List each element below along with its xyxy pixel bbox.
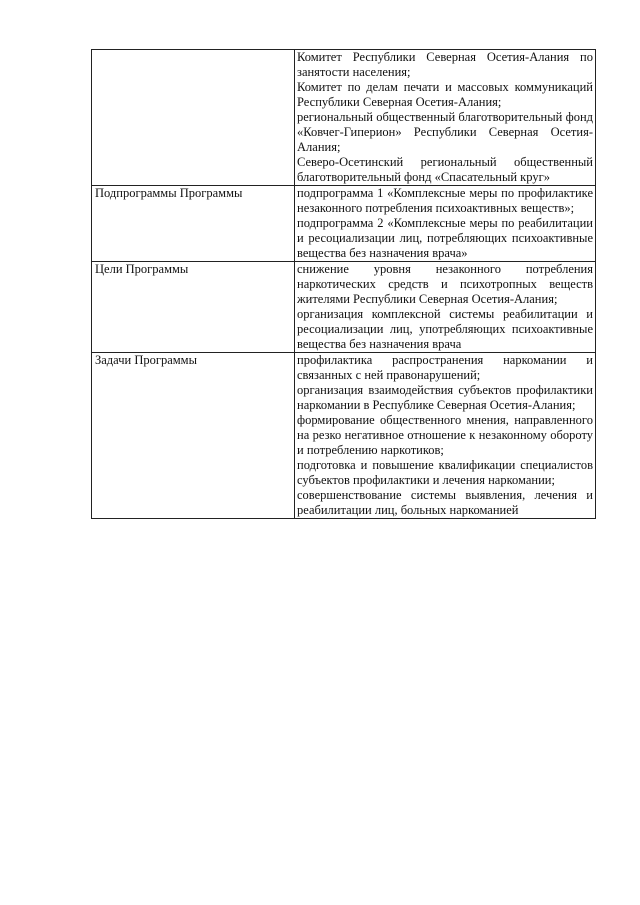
list-item: организация комплексной системы реабилитации и ресоциализации лиц, употребляющих психоактивные вещества без назначения врача	[297, 307, 593, 351]
list-item: организация взаимодействия субъектов профилактики наркомании в Республике Северная Осетия-Алания;	[297, 383, 593, 412]
row-label: Подпрограммы Программы	[95, 186, 243, 200]
list-item: Комитет Республики Северная Осетия-Алания по занятости населения;	[297, 50, 593, 79]
list-item: подготовка и повышение квалификации специалистов субъектов профилактики и лечения наркомании;	[297, 458, 593, 487]
list-item: формирование общественного мнения, направленного на резко негативное отношение к незаконному обороту и потреблению наркотиков;	[297, 413, 593, 457]
row-label-cell	[92, 353, 295, 519]
list-item: совершенствование системы выявления, лечения и реабилитации лиц, больных наркоманией	[297, 488, 593, 517]
table-row-goals	[92, 262, 596, 353]
row-label: Цели Программы	[95, 262, 189, 276]
table-row-participants	[92, 50, 596, 186]
row-label-cell	[92, 50, 295, 186]
row-content-cell	[295, 186, 596, 262]
list-item: Северо-Осетинский региональный общественный благотворительный фонд «Спасательный круг»	[297, 155, 593, 184]
row-content-cell	[295, 262, 596, 353]
list-item: региональный общественный благотворительный фонд «Ковчег-Гиперион» Республики Северная Осетия-Алания;	[297, 110, 593, 154]
list-item: подпрограмма 2 «Комплексные меры по реабилитации и ресоциализации лиц, потребляющих психоактивные вещества без назначения врача»	[297, 216, 593, 260]
row-label-cell	[92, 262, 295, 353]
table-row-tasks	[92, 353, 596, 519]
program-passport-table	[91, 49, 596, 519]
list-item: профилактика распространения наркомании и связанных с ней правонарушений;	[297, 353, 593, 382]
list-item: подпрограмма 1 «Комплексные меры по профилактике незаконного потребления психоактивных веществ»;	[297, 186, 593, 215]
row-label-cell	[92, 186, 295, 262]
list-item: Комитет по делам печати и массовых коммуникаций Республики Северная Осетия-Алания;	[297, 80, 593, 109]
list-item: снижение уровня незаконного потребления наркотических средств и психотропных веществ жителями Республики Северная Осетия-Алания;	[297, 262, 593, 306]
table-row-subprograms	[92, 186, 596, 262]
row-content-cell	[295, 353, 596, 519]
row-label: Задачи Программы	[95, 353, 197, 367]
row-content-cell	[295, 50, 596, 186]
